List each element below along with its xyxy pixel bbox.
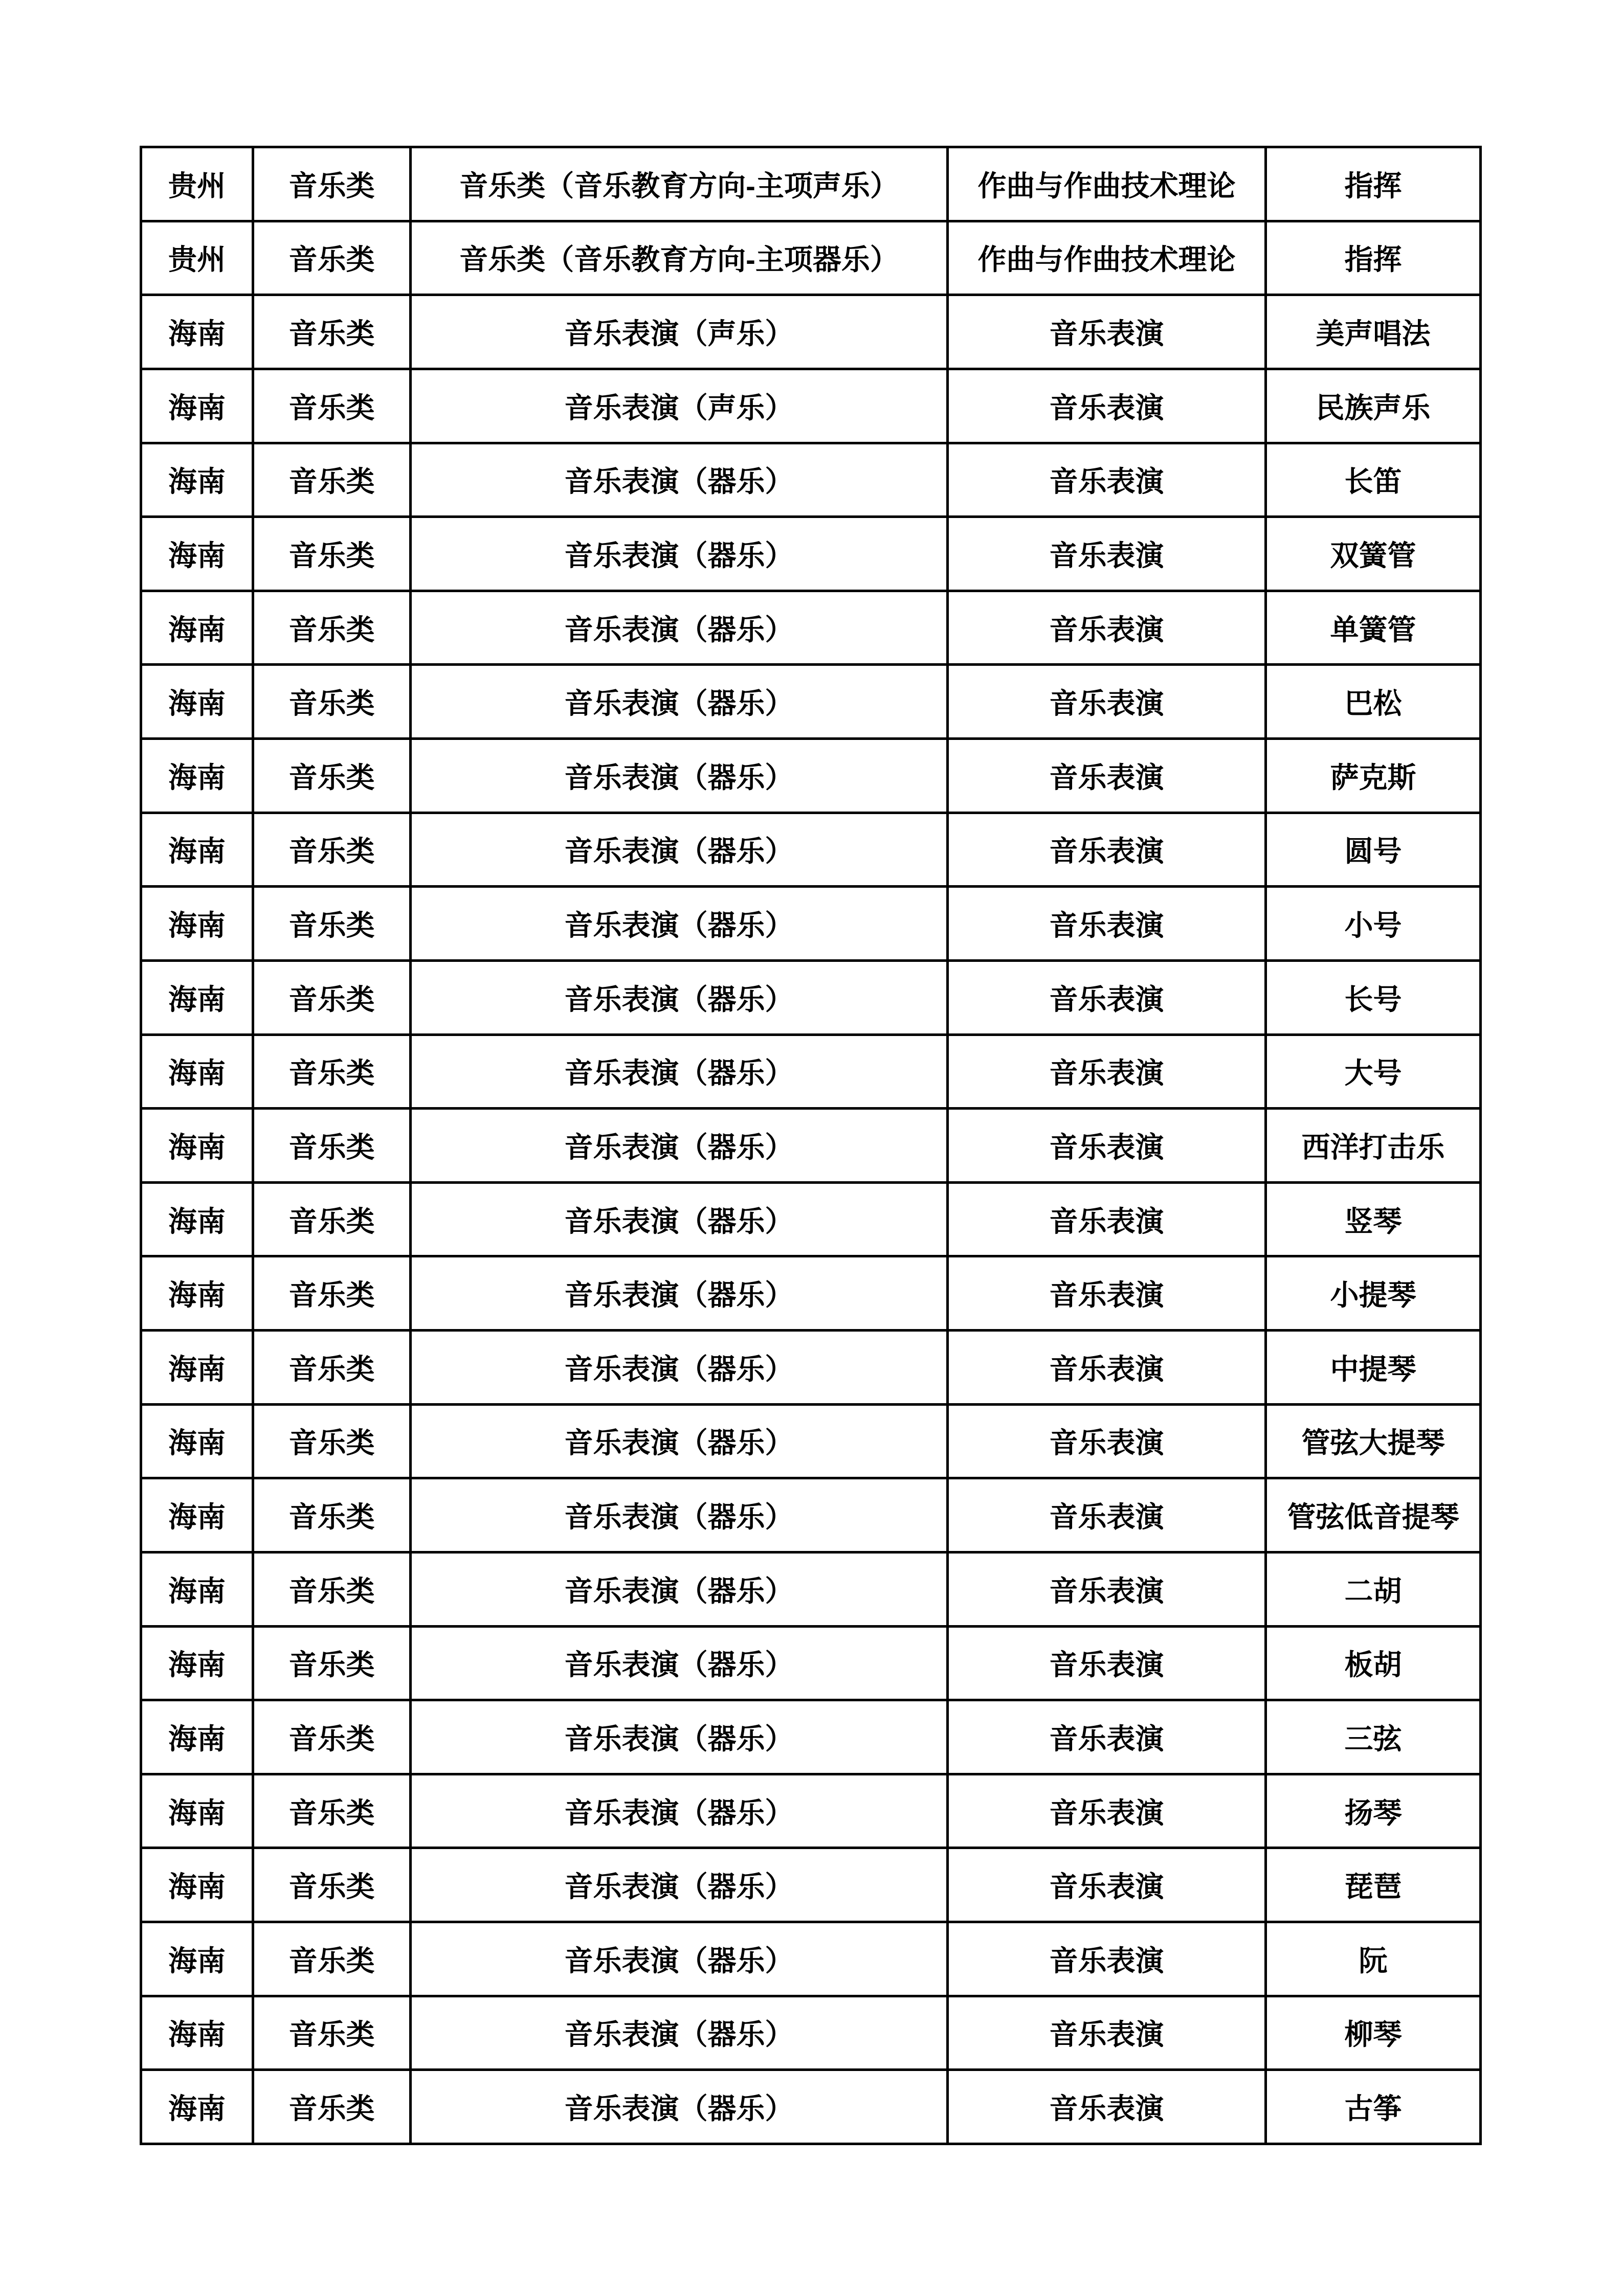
cell-major: 音乐表演	[948, 295, 1266, 369]
cell-major-direction: 音乐表演（器乐）	[411, 443, 948, 517]
cell-major-direction: 音乐表演（器乐）	[411, 1552, 948, 1626]
cell-major-direction: 音乐表演（器乐）	[411, 960, 948, 1034]
cell-category: 音乐类	[253, 1848, 411, 1922]
cell-specialty: 板胡	[1266, 1626, 1481, 1700]
cell-specialty: 三弦	[1266, 1700, 1481, 1774]
cell-category: 音乐类	[253, 1256, 411, 1331]
cell-major: 音乐表演	[948, 1256, 1266, 1331]
cell-specialty: 民族声乐	[1266, 369, 1481, 443]
cell-province: 海南	[141, 739, 253, 813]
cell-specialty: 双簧管	[1266, 517, 1481, 591]
table-row	[141, 295, 1481, 369]
cell-category: 音乐类	[253, 221, 411, 295]
cell-specialty: 萨克斯	[1266, 739, 1481, 813]
table-row	[141, 665, 1481, 739]
cell-major: 音乐表演	[948, 1404, 1266, 1478]
cell-major-direction: 音乐类（音乐教育方向-主项声乐）	[411, 147, 948, 221]
cell-province: 海南	[141, 1996, 253, 2070]
cell-major-direction: 音乐表演（器乐）	[411, 1700, 948, 1774]
cell-specialty: 单簧管	[1266, 591, 1481, 665]
cell-province: 海南	[141, 960, 253, 1034]
cell-major-direction: 音乐表演（器乐）	[411, 1034, 948, 1109]
cell-specialty: 阮	[1266, 1922, 1481, 1996]
cell-major-direction: 音乐表演（器乐）	[411, 2070, 948, 2144]
cell-province: 海南	[141, 1774, 253, 1848]
cell-province: 海南	[141, 1256, 253, 1331]
cell-category: 音乐类	[253, 1034, 411, 1109]
cell-province: 海南	[141, 295, 253, 369]
table-row	[141, 1774, 1481, 1848]
cell-major-direction: 音乐表演（器乐）	[411, 887, 948, 961]
table-row	[141, 369, 1481, 443]
cell-major: 音乐表演	[948, 1626, 1266, 1700]
cell-specialty: 扬琴	[1266, 1774, 1481, 1848]
table-row	[141, 1478, 1481, 1552]
table-row	[141, 887, 1481, 961]
cell-major: 音乐表演	[948, 1848, 1266, 1922]
table-row	[141, 813, 1481, 887]
cell-major-direction: 音乐表演（器乐）	[411, 1848, 948, 1922]
table-row	[141, 147, 1481, 221]
cell-major-direction: 音乐表演（器乐）	[411, 1256, 948, 1331]
cell-specialty: 圆号	[1266, 813, 1481, 887]
cell-specialty: 二胡	[1266, 1552, 1481, 1626]
cell-province: 海南	[141, 1626, 253, 1700]
cell-category: 音乐类	[253, 1626, 411, 1700]
table-row	[141, 591, 1481, 665]
cell-category: 音乐类	[253, 1404, 411, 1478]
cell-province: 海南	[141, 443, 253, 517]
cell-category: 音乐类	[253, 1774, 411, 1848]
cell-category: 音乐类	[253, 739, 411, 813]
cell-major: 音乐表演	[948, 1478, 1266, 1552]
cell-province: 海南	[141, 1478, 253, 1552]
cell-major-direction: 音乐表演（声乐）	[411, 369, 948, 443]
cell-category: 音乐类	[253, 591, 411, 665]
cell-major: 音乐表演	[948, 1331, 1266, 1405]
cell-specialty: 琵琶	[1266, 1848, 1481, 1922]
cell-specialty: 巴松	[1266, 665, 1481, 739]
cell-specialty: 西洋打击乐	[1266, 1109, 1481, 1183]
table-row	[141, 739, 1481, 813]
cell-category: 音乐类	[253, 147, 411, 221]
cell-category: 音乐类	[253, 2070, 411, 2144]
cell-category: 音乐类	[253, 1700, 411, 1774]
cell-specialty: 指挥	[1266, 221, 1481, 295]
cell-specialty: 长号	[1266, 960, 1481, 1034]
cell-major-direction: 音乐表演（器乐）	[411, 1774, 948, 1848]
cell-province: 海南	[141, 887, 253, 961]
cell-specialty: 柳琴	[1266, 1996, 1481, 2070]
cell-major: 作曲与作曲技术理论	[948, 147, 1266, 221]
table-row	[141, 1331, 1481, 1405]
cell-major-direction: 音乐表演（器乐）	[411, 813, 948, 887]
cell-major-direction: 音乐表演（器乐）	[411, 591, 948, 665]
cell-province: 海南	[141, 1700, 253, 1774]
table-row	[141, 1700, 1481, 1774]
cell-major-direction: 音乐表演（器乐）	[411, 1109, 948, 1183]
cell-category: 音乐类	[253, 1996, 411, 2070]
table-row	[141, 517, 1481, 591]
cell-province: 海南	[141, 1182, 253, 1256]
table-row	[141, 1626, 1481, 1700]
admissions-table	[140, 146, 1482, 2145]
cell-specialty: 长笛	[1266, 443, 1481, 517]
table-row	[141, 1034, 1481, 1109]
cell-province: 海南	[141, 1034, 253, 1109]
table-row	[141, 1552, 1481, 1626]
table-row	[141, 1996, 1481, 2070]
cell-major-direction: 音乐表演（器乐）	[411, 1996, 948, 2070]
cell-province: 海南	[141, 665, 253, 739]
cell-specialty: 美声唱法	[1266, 295, 1481, 369]
cell-major-direction: 音乐表演（器乐）	[411, 1478, 948, 1552]
cell-province: 海南	[141, 1404, 253, 1478]
cell-category: 音乐类	[253, 517, 411, 591]
cell-major: 音乐表演	[948, 1182, 1266, 1256]
cell-specialty: 管弦大提琴	[1266, 1404, 1481, 1478]
table-row	[141, 1109, 1481, 1183]
cell-category: 音乐类	[253, 295, 411, 369]
cell-category: 音乐类	[253, 443, 411, 517]
table-row	[141, 443, 1481, 517]
cell-major: 音乐表演	[948, 960, 1266, 1034]
cell-category: 音乐类	[253, 887, 411, 961]
cell-category: 音乐类	[253, 1331, 411, 1405]
cell-province: 海南	[141, 1552, 253, 1626]
cell-major: 音乐表演	[948, 443, 1266, 517]
table-row	[141, 1182, 1481, 1256]
cell-major: 音乐表演	[948, 1774, 1266, 1848]
cell-major-direction: 音乐表演（器乐）	[411, 1626, 948, 1700]
cell-major: 音乐表演	[948, 1552, 1266, 1626]
cell-category: 音乐类	[253, 1552, 411, 1626]
cell-major-direction: 音乐表演（器乐）	[411, 665, 948, 739]
cell-category: 音乐类	[253, 665, 411, 739]
cell-major-direction: 音乐表演（声乐）	[411, 295, 948, 369]
table-row	[141, 960, 1481, 1034]
cell-category: 音乐类	[253, 369, 411, 443]
cell-province: 海南	[141, 1331, 253, 1405]
cell-major: 作曲与作曲技术理论	[948, 221, 1266, 295]
cell-major-direction: 音乐表演（器乐）	[411, 1922, 948, 1996]
table-row	[141, 1922, 1481, 1996]
cell-province: 海南	[141, 813, 253, 887]
cell-major: 音乐表演	[948, 1034, 1266, 1109]
cell-specialty: 古筝	[1266, 2070, 1481, 2144]
cell-category: 音乐类	[253, 1182, 411, 1256]
cell-major: 音乐表演	[948, 1996, 1266, 2070]
cell-major: 音乐表演	[948, 813, 1266, 887]
cell-major: 音乐表演	[948, 591, 1266, 665]
cell-major-direction: 音乐表演（器乐）	[411, 1331, 948, 1405]
cell-specialty: 大号	[1266, 1034, 1481, 1109]
cell-major: 音乐表演	[948, 1922, 1266, 1996]
cell-major-direction: 音乐表演（器乐）	[411, 1182, 948, 1256]
cell-major-direction: 音乐类（音乐教育方向-主项器乐）	[411, 221, 948, 295]
cell-major: 音乐表演	[948, 517, 1266, 591]
table-row	[141, 2070, 1481, 2144]
cell-category: 音乐类	[253, 813, 411, 887]
cell-category: 音乐类	[253, 1109, 411, 1183]
cell-major: 音乐表演	[948, 369, 1266, 443]
cell-major-direction: 音乐表演（器乐）	[411, 1404, 948, 1478]
table-body	[141, 147, 1481, 2144]
cell-specialty: 小提琴	[1266, 1256, 1481, 1331]
cell-province: 海南	[141, 1848, 253, 1922]
cell-province: 贵州	[141, 221, 253, 295]
cell-category: 音乐类	[253, 960, 411, 1034]
cell-province: 海南	[141, 2070, 253, 2144]
cell-major: 音乐表演	[948, 1109, 1266, 1183]
cell-specialty: 指挥	[1266, 147, 1481, 221]
cell-category: 音乐类	[253, 1478, 411, 1552]
table-row	[141, 1404, 1481, 1478]
cell-major: 音乐表演	[948, 887, 1266, 961]
cell-province: 海南	[141, 591, 253, 665]
cell-province: 海南	[141, 517, 253, 591]
cell-major: 音乐表演	[948, 665, 1266, 739]
cell-specialty: 中提琴	[1266, 1331, 1481, 1405]
table-row	[141, 1256, 1481, 1331]
cell-major-direction: 音乐表演（器乐）	[411, 517, 948, 591]
cell-specialty: 小号	[1266, 887, 1481, 961]
cell-major: 音乐表演	[948, 739, 1266, 813]
cell-province: 海南	[141, 1922, 253, 1996]
cell-major: 音乐表演	[948, 2070, 1266, 2144]
cell-major-direction: 音乐表演（器乐）	[411, 739, 948, 813]
cell-specialty: 管弦低音提琴	[1266, 1478, 1481, 1552]
cell-category: 音乐类	[253, 1922, 411, 1996]
table-row	[141, 1848, 1481, 1922]
cell-specialty: 竖琴	[1266, 1182, 1481, 1256]
cell-major: 音乐表演	[948, 1700, 1266, 1774]
cell-province: 贵州	[141, 147, 253, 221]
table-row	[141, 221, 1481, 295]
cell-province: 海南	[141, 369, 253, 443]
cell-province: 海南	[141, 1109, 253, 1183]
